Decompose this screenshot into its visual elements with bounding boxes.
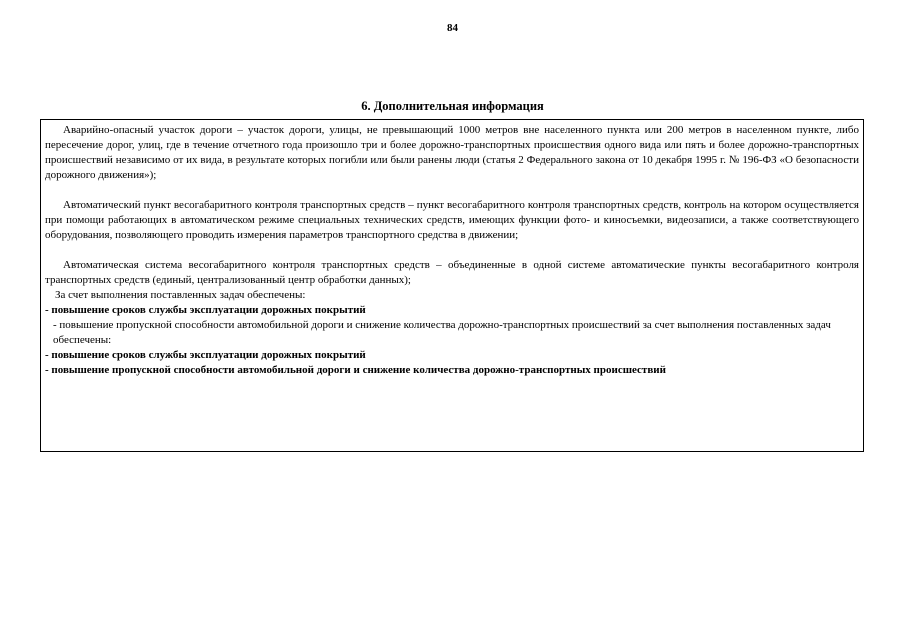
content-box [40, 119, 864, 452]
tasks-item-service-life: - повышение сроков службы эксплуатации дорожных покрытий [45, 304, 366, 316]
tasks-item-service-life-2: - повышение сроков службы эксплуатации дорожных покрытий [45, 349, 366, 361]
tasks-item-capacity-with-heading: - повышение пропускной способности автомобильной дороги и снижение количества дорожно-транспортных происшествий за счет выполнения поставленных задач обеспечены: [53, 319, 831, 346]
page-number: 84 [447, 22, 458, 34]
paragraph-dangerous-road-section: Аварийно-опасный участок дороги – участок дороги, улицы, не превышающий 1000 метров вне населенного пункта или 200 метров в населенном пункте, либо пересечение дорог, улиц, где в течение отчетного года произошло три и более дорожно-транспортных происшествия одного вида или пять и более дорожно-транспортных происшествий независимо от их вида, в результате которых погибли или были ранены люди (статья 2 Федерального закона от 10 декабря 1995 г. № 196-ФЗ «О безопасности дорожного движения»); [45, 124, 859, 181]
paragraph-automatic-weight-control-point: Автоматический пункт весогабаритного контроля транспортных средств – пункт весогабаритного контроля транспортных средств, контроль на котором осуществляется при помощи работающих в автоматическом режиме специальных технических средств, имеющих функции фото- и киносъемки, видеозаписи, а также соответствующего оборудования, позволяющего проводить измерения параметров транспортного средства в движении; [45, 199, 859, 241]
tasks-heading: За счет выполнения поставленных задач обеспечены: [55, 289, 306, 301]
tasks-item-capacity: - повышение пропускной способности автомобильной дороги и снижение количества дорожно-транспортных происшествий [45, 364, 666, 376]
paragraph-automatic-weight-control-system: Автоматическая система весогабаритного контроля транспортных средств – объединенные в одной системе автоматические пункты весогабаритного контроля транспортных средств (единый, централизованный центр обработки данных); [45, 259, 859, 286]
section-title: 6. Дополнительная информация [361, 99, 544, 113]
